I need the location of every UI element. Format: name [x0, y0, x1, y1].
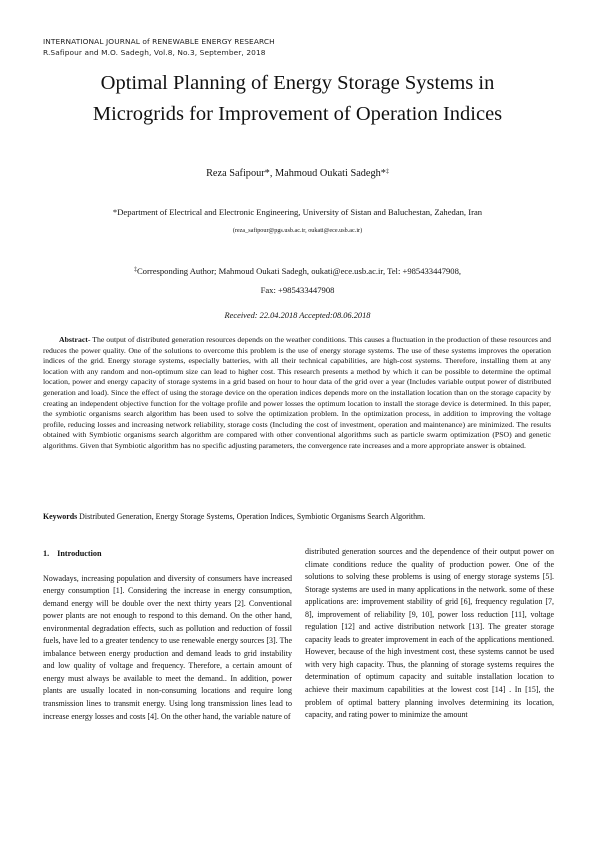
- right-column: [305, 546, 554, 722]
- abstract-label: Abstract: [59, 335, 88, 344]
- keywords-label: Keywords: [43, 512, 78, 521]
- left-column: [43, 548, 292, 723]
- journal-citation: R.Safipour and M.O. Sadegh, Vol.8, No.3, September, 2018: [43, 48, 266, 57]
- authors: [0, 168, 595, 179]
- corresponding-line-2: Fax: +985433447908: [260, 285, 335, 295]
- intro-paragraph-left: Nowadays, increasing population and diversity of consumers have increased energy consumption [1]. Considering the increase in energy consumption, demand energy will be double over the next thirty years [2]. Conventional power plants are not enough to respond to this demand. On the other hand, environmental degradation effects, such as pollution and reduction of fossil fuels, have led to a greater tendency to use renewable energy sources [3]. The imbalance between energy production and demand leads to grid instability and low quality of voltage and frequency. Therefore, a certain amount of energy must always be available to meet the demand.. In addition, power plants are usually located in non-consuming locations and require long transmission lines to transmit energy. Using long transmission lines lead to increase energy losses and costs [4]. On the other hand, the variable nature of: [43, 573, 292, 721]
- keywords-text: Distributed Generation, Energy Storage Systems, Operation Indices, Symbiotic Organisms Search Algorithm.: [77, 512, 426, 521]
- corresponding-author: [40, 261, 555, 300]
- affiliation: *Department of Electrical and Electronic Engineering, University of Sistan and Baluchestan, Zahedan, Iran: [112, 207, 483, 217]
- author-emails: (reza_safipour@pgs.usb.ac.ir, oukati@ece.usb.ac.ir): [232, 227, 363, 234]
- paper-title: [40, 68, 555, 130]
- corresponding-line-1: Corresponding Author; Mahmoud Oukati Sadegh, oukati@ece.usb.ac.ir, Tel: +985433447908,: [136, 266, 462, 276]
- journal-header: [43, 36, 275, 58]
- author-names: Reza Safipour*, Mahmoud Oukati Sadegh*: [206, 168, 386, 179]
- abstract: [43, 335, 551, 452]
- section-heading-introduction: [43, 548, 292, 561]
- title-line-1: Optimal Planning of Energy Storage Systems in: [100, 72, 495, 94]
- corresponding-mark: ‡: [133, 267, 137, 273]
- received-dates: Received: 22.04.2018 Accepted:08.06.2018: [224, 311, 371, 320]
- section-number: 1.: [43, 549, 50, 558]
- title-line-2: Microgrids for Improvement of Operation Indices: [92, 103, 503, 125]
- section-title: Introduction: [57, 549, 102, 558]
- author-corresponding-mark: ‡: [385, 169, 389, 175]
- abstract-text: - The output of distributed generation resources depends on the weather conditions. This causes a fluctuation in the production of these resources and reduces the power quality. One of the solutions to overcome this problem is the use of energy storage systems. The use of these systems improves the operation indices of the grid. Energy storage systems, especially batteries, with all their technical capabilities, are high-cost systems. Therefore, installing them at any location with any random and non-optimum size can lead to higher cost. This research presents a method by which it can be possible to determine the optimal location, power and energy capacity of storage systems in a grid based on hour to hour data of the grid over a year (Includes variable output power of distributed generation and load). Since the effect of using the storage device on the operation indices depends more on the installation location than on the storage capacity by creating an independent objective function for the voltage profile and power losses the optimum location to install the storage device is determined. In this paper, the symbiotic organisms search algorithm has been used to solve the optimization problem. In the optimization process, in addition to improving the voltage profile, reducing losses and increasing network reliability, storage costs (Including the cost of investment, operation and maintenance) are minimized. The results obtained with Symbiotic organisms search algorithm are compared with other conventional algorithms such as particle swarm optimization (PSO) and genetic algorithms. Given that Symbiotic algorithm has no specific adjusting parameters, the convergence rate increases and a more appropriate answer is obtained.: [43, 335, 551, 450]
- keywords: [43, 512, 551, 521]
- intro-paragraph-right: distributed generation sources and the dependence of their output power on climate conditions reduce the quality of production power. One of the solutions to solving these problems is using of energy storage systems [5]. Storage systems are used in many applications in the network. some of these applications are: improvement stability of grid [6], frequency regulation [7, 8], improvement of reliability [9, 10], power loss reduction [11], voltage regulation [12] and active distribution network [13]. The greater storage capacity leads to greater improvement in each of the applications mentioned. However, because of the high investment cost, these systems cannot be used with very high capacity. Thus, the planning of storage systems requires the determination of optimum capacity and suitable installation location to achieve their maximum capabilities at the lowest cost [14] . In [15], the problem of optimal battery planning involves determining its location, capacity, and rating power to minimize the amount: [305, 547, 554, 720]
- journal-name: INTERNATIONAL JOURNAL of RENEWABLE ENERGY RESEARCH: [43, 37, 275, 46]
